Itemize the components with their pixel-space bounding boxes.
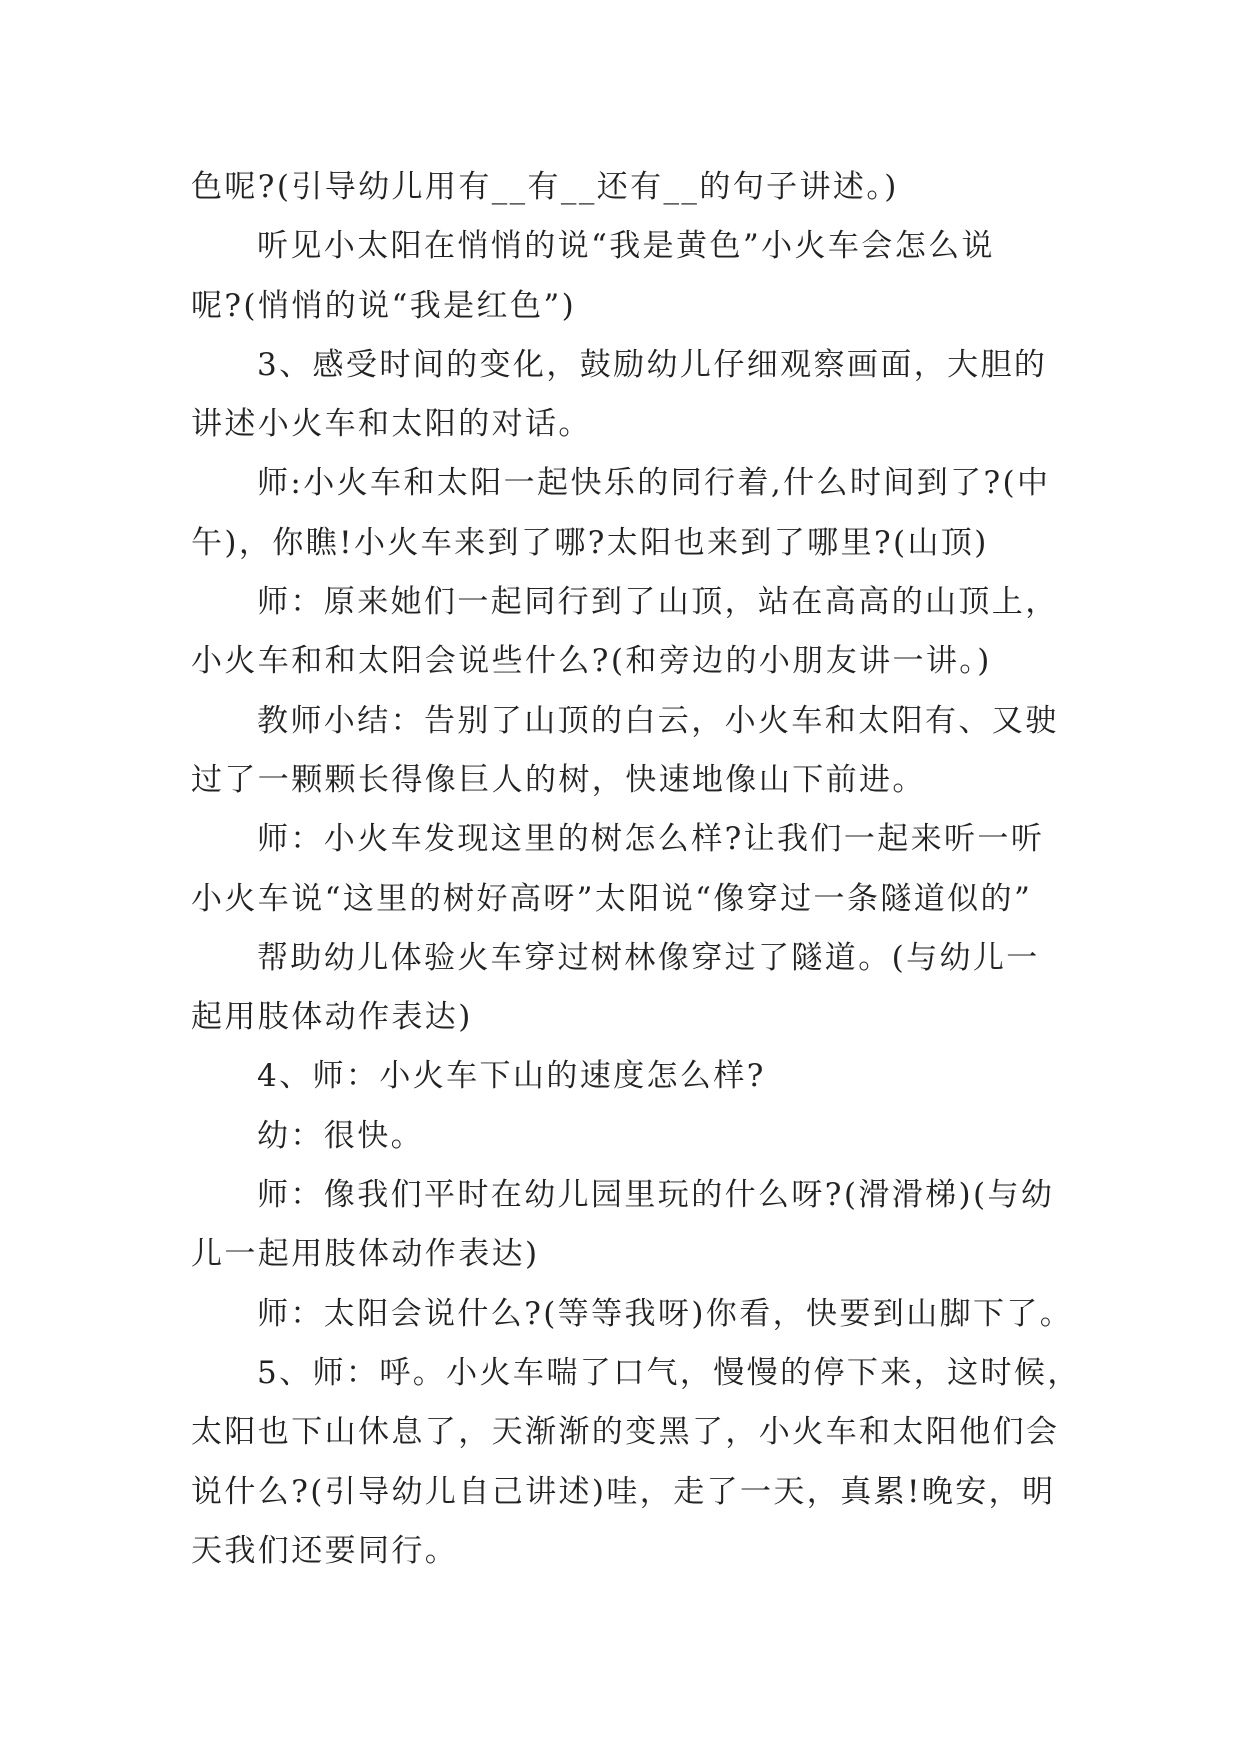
document-body bbox=[191, 158, 1081, 1581]
paragraph-9 bbox=[191, 1047, 1051, 1106]
paragraph-13 bbox=[191, 1344, 1081, 1581]
paragraph-6 bbox=[191, 692, 1059, 811]
text-line: 小火车说“这里的树好高呀”太阳说“像穿过一条隧道似的” bbox=[191, 880, 1033, 917]
paragraph-10 bbox=[191, 1107, 1051, 1166]
text-line: 师:小火车和太阳一起快乐的同行着,什么时间到了?(中 bbox=[257, 465, 1051, 502]
text-line: 儿一起用肢体动作表达) bbox=[191, 1236, 540, 1273]
text-line: 听见小太阳在悄悄的说“我是黄色”小火车会怎么说 bbox=[257, 228, 995, 265]
text-line: 师：原来她们一起同行到了山顶，站在高高的山顶上， bbox=[257, 584, 1059, 621]
text-line: 教师小结：告别了山顶的白云，小火车和太阳有、又驶 bbox=[257, 702, 1059, 739]
paragraph-11 bbox=[191, 1166, 1055, 1285]
text-line: 4、师：小火车下山的速度怎么样? bbox=[257, 1058, 766, 1095]
paragraph-7 bbox=[191, 810, 1051, 929]
text-line: 过了一颗颗长得像巨人的树，快速地像山下前进。 bbox=[191, 761, 926, 798]
paragraph-5 bbox=[191, 573, 1059, 692]
text-line: 色呢?(引导幼儿用有__有__还有__的句子讲述。) bbox=[191, 169, 899, 205]
text-line: 帮助幼儿体验火车穿过树林像穿过了隧道。(与幼儿一 bbox=[257, 939, 1040, 976]
paragraph-2 bbox=[191, 217, 1051, 336]
paragraph-4 bbox=[191, 454, 1051, 573]
text-line: 太阳也下山休息了，天渐渐的变黑了，小火车和太阳他们会 bbox=[191, 1414, 1060, 1451]
text-line: 呢?(悄悄的说“我是红色”) bbox=[191, 287, 577, 324]
text-line: 讲述小火车和太阳的对话。 bbox=[191, 406, 592, 443]
paragraph-1 bbox=[191, 158, 1051, 217]
text-line: 起用肢体动作表达) bbox=[191, 999, 473, 1036]
text-line: 幼：很快。 bbox=[257, 1117, 424, 1154]
paragraph-3 bbox=[191, 336, 1051, 455]
text-line: 3、感受时间的变化，鼓励幼儿仔细观察画面，大胆的 bbox=[257, 346, 1048, 383]
text-line: 天我们还要同行。 bbox=[191, 1532, 459, 1569]
text-line: 师：像我们平时在幼儿园里玩的什么呀?(滑滑梯)(与幼 bbox=[257, 1177, 1055, 1214]
text-line: 午)，你瞧!小火车来到了哪?太阳也来到了哪里?(山顶) bbox=[191, 524, 989, 561]
paragraph-12 bbox=[191, 1285, 1074, 1344]
text-line: 师：太阳会说什么?(等等我呀)你看，快要到山脚下了。 bbox=[257, 1295, 1074, 1332]
text-line: 5、师：呼。小火车喘了口气，慢慢的停下来，这时候， bbox=[257, 1354, 1081, 1391]
text-line: 说什么?(引导幼儿自己讲述)哇，走了一天，真累!晚安，明 bbox=[191, 1473, 1056, 1510]
text-line: 小火车和和太阳会说些什么?(和旁边的小朋友讲一讲。) bbox=[191, 643, 992, 680]
paragraph-8 bbox=[191, 929, 1051, 1048]
text-line: 师：小火车发现这里的树怎么样?让我们一起来听一听 bbox=[257, 821, 1045, 858]
